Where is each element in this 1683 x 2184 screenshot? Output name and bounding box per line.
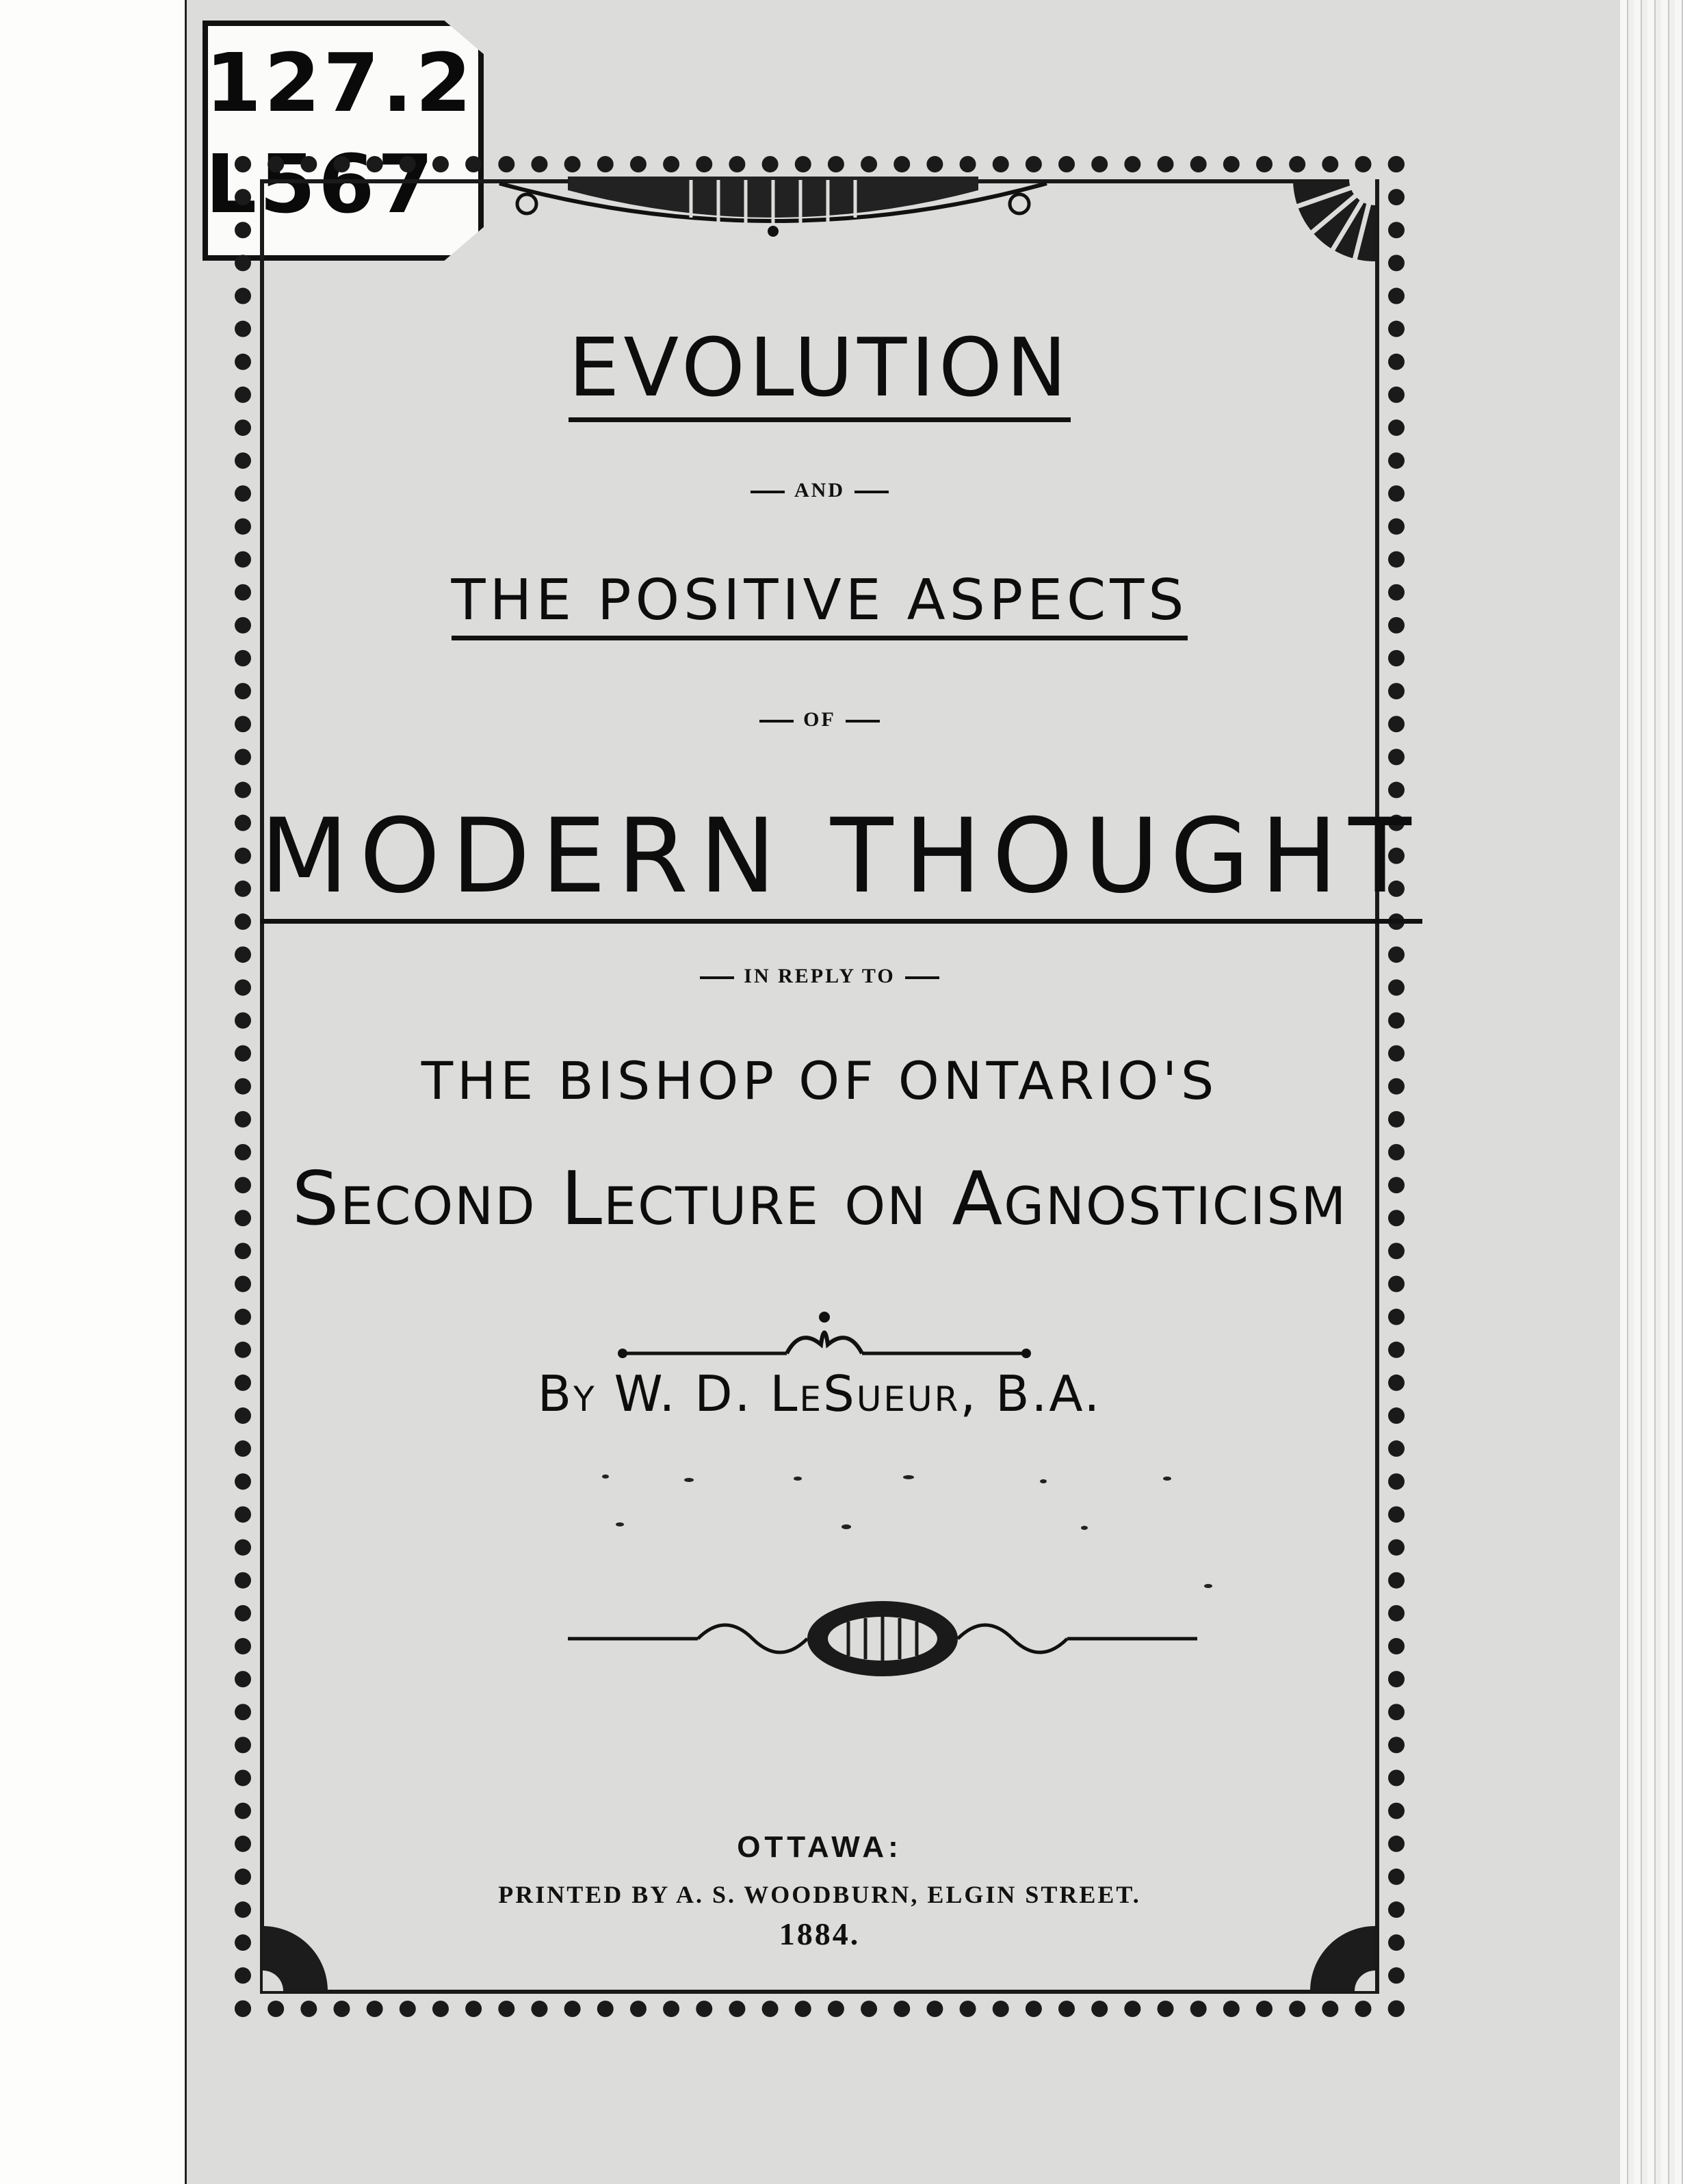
imprint-year: 1884. — [779, 1916, 861, 1951]
connector-of-text: OF — [803, 708, 836, 731]
title-evolution-line — [260, 320, 1379, 422]
imprint-printer: PRINTED BY A. S. WOODBURN, ELGIN STREET. — [498, 1881, 1141, 1908]
page-edges — [1620, 0, 1683, 2184]
author-line — [260, 1365, 1379, 1422]
title-evolution: EVOLUTION — [569, 320, 1071, 422]
title-positive-aspects: THE POSITIVE ASPECTS — [452, 568, 1188, 640]
title-bishop-line — [260, 1050, 1379, 1111]
connector-in-reply-to — [260, 965, 1379, 988]
title-modern-thought-line — [260, 797, 1422, 924]
title-second-lecture-line — [260, 1156, 1379, 1242]
title-modern-thought: MODERN THOUGHT — [260, 797, 1422, 924]
show-through-mark — [794, 1477, 802, 1481]
connector-and — [260, 479, 1379, 502]
show-through-mark — [684, 1478, 694, 1482]
connector-and-text: AND — [794, 479, 845, 502]
title-positive-aspects-line — [260, 568, 1379, 640]
show-through-mark — [1081, 1526, 1088, 1530]
oval-ornament-icon — [561, 1591, 1204, 1687]
show-through-mark — [602, 1474, 609, 1479]
flourish-icon — [616, 1307, 1033, 1362]
imprint-year-line — [260, 1916, 1379, 1952]
connector-of — [260, 708, 1379, 731]
connector-in-reply-to-text: IN REPLY TO — [744, 965, 896, 987]
imprint-city: OTTAWA: — [737, 1830, 902, 1864]
show-through-mark — [1204, 1584, 1212, 1588]
show-through-mark — [1040, 1479, 1047, 1483]
show-through-mark — [903, 1475, 914, 1479]
facing-blank-page — [0, 0, 187, 2184]
imprint-city-line — [260, 1830, 1379, 1864]
call-number-line-2: L567 — [205, 137, 436, 231]
show-through-mark — [1163, 1477, 1171, 1481]
corner-fan-icon — [1273, 179, 1375, 282]
title-bishop: THE BISHOP OF ONTARIO'S — [421, 1050, 1218, 1111]
show-through-mark — [616, 1522, 624, 1526]
show-through-mark — [842, 1524, 851, 1529]
call-number-line-1: 127.2 — [205, 36, 475, 130]
ornament-top-icon — [486, 163, 1060, 239]
title-second-lecture: Second Lecture on Agnosticism — [291, 1156, 1348, 1242]
author: By W. D. LeSueur, B.A. — [537, 1365, 1102, 1422]
imprint-printer-line — [260, 1880, 1379, 1909]
